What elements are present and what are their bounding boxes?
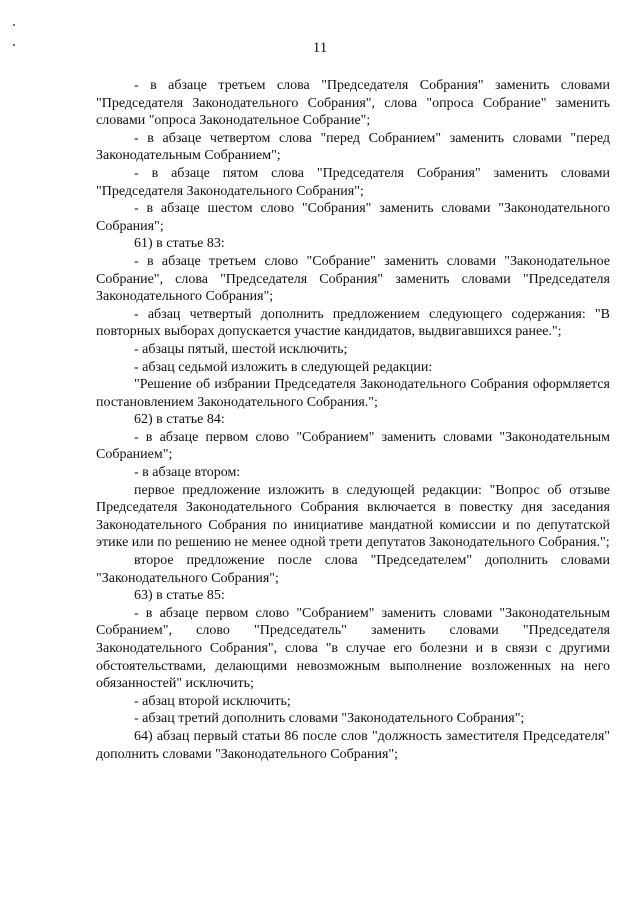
paragraph: - в абзаце третьем слова "Председателя Собрания" заменить словами "Председателя Законодательного Собрания", слова "опроса Собрание" заменить словами "опроса Законодательное Собрание"; [96,78,610,129]
paragraph: - в абзаце шестом слово "Собрания" заменить словами "Законодательного Собрания"; [96,201,610,234]
paragraph: первое предложение изложить в следующей редакции: "Вопрос об отзыве Председателя Законодательного Собрания включается в повестку дня заседания Законодательного Собрания по инициативе мандатной комиссии и по депутатской этике или по решению не менее одной трети депутатов Законодательного Собрания."; [96,482,610,551]
document-body [96,77,610,763]
paragraph: - в абзаце первом слово "Собранием" заменить словами "Законодательным Собранием"; [96,429,610,463]
paragraph: - в абзаце первом слово "Собранием" заменить словами "Законодательным Собранием", слово "Председатель" заменить словами "Председателя Законодательного Собрания", слова "в случае его болезни и в связи с другими обстоятельствами, делающими невозможным выполнение возложенных на него обязанностей" исключить; [96,605,610,692]
paragraph: - в абзаце пятом слова "Председателя Собрания" заменить словами "Председателя Законодательного Собрания"; [96,165,610,199]
scan-speck [13,24,15,26]
page-number: 11 [312,40,328,56]
paragraph: 62) в статье 84: [134,412,225,428]
paragraph: - в абзаце третьем слово "Собрание" заменить словами "Законодательное Собрание", слова "Председателя Собрания" заменить словами "Председателя Законодательного Собрания"; [96,253,610,305]
paragraph: "Решение об избрании Председателя Законодательного Собрания оформляется постановлением Законодательного Собрания."; [96,377,610,410]
paragraph: второе предложение после слова "Председателем" дополнить словами "Законодательного Собрания"; [96,553,610,586]
paragraph: - абзац четвертый дополнить предложением следующего содержания: "В повторных выборах допускается участие кандидатов, выдвигавшихся ранее."; [96,306,610,340]
paragraph: 63) в статье 85: [134,588,225,604]
paragraph: - абзац седьмой изложить в следующей редакции: [134,359,433,375]
paragraph: - в абзаце втором: [134,465,241,481]
paragraph: - абзац третий дополнить словами "Законодательного Собрания"; [134,711,525,727]
paragraph: - абзац второй исключить; [134,693,291,709]
paragraph: 61) в статье 83: [134,236,225,252]
paragraph: 64) абзац первый статьи 86 после слов "должность заместителя Председателя" дополнить словами "Законодательного Собрания"; [96,728,610,762]
paragraph: - абзацы пятый, шестой исключить; [134,341,348,357]
paragraph: - в абзаце четвертом слова "перед Собранием" заменить словами "перед Законодательным Собранием"; [96,130,610,164]
